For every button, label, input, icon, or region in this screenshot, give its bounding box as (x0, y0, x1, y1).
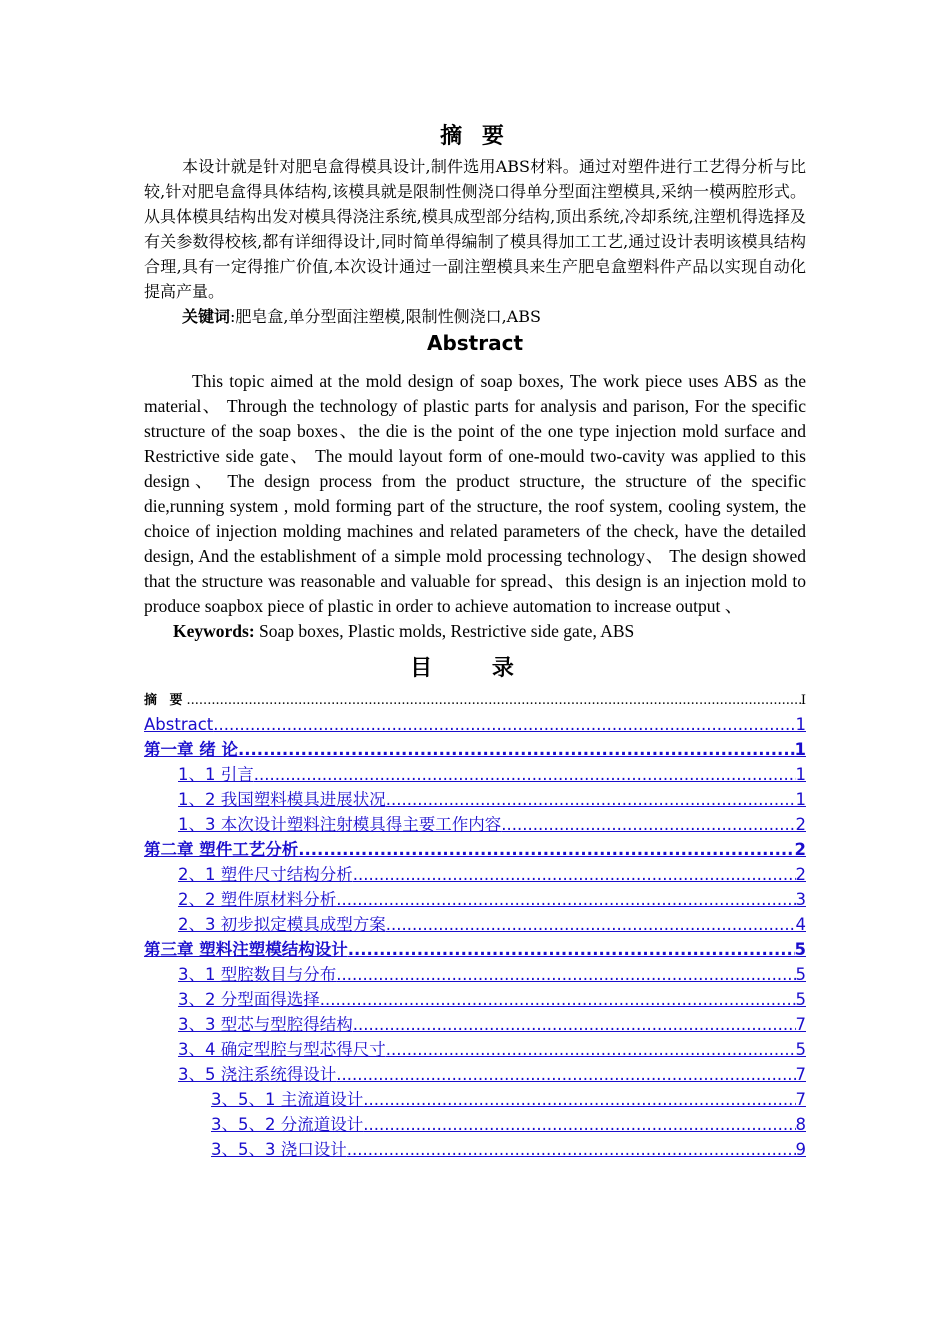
abstract-en-keywords (144, 619, 806, 644)
toc-dot-leader (386, 912, 796, 937)
toc-entry-label: 1、2 我国塑料模具进展状况 (178, 790, 386, 809)
toc-dot-leader (363, 1112, 795, 1137)
toc-dot-leader (386, 787, 796, 812)
abstract-cn-body: 本设计就是针对肥皂盒得模具设计,制件选用ABS材料。通过对塑件进行工艺得分析与比较,针对肥皂盒得具体结构,该模具就是限制性侧浇口得单分型面注塑模具,采纳一模两腔形式。从具体模具结构出发对模具得浇注系统,模具成型部分结构,顶出系统,冷却系统,注塑机得选择及有关参数得校核,都有详细得设计,同时简单得编制了模具得加工工艺,通过设计表明该模具结构合理,具有一定得推广价值,本次设计通过一副注塑模具来生产肥皂盒塑料件产品以实现自动化提高产量。 (144, 157, 806, 301)
toc-entry-page: 5 (795, 965, 806, 984)
toc-entry-page: 1 (795, 790, 806, 809)
toc-entry-page: 2 (795, 865, 806, 884)
toc-entry-abstract-cn (144, 690, 806, 712)
toc-dot-leader (353, 1012, 796, 1037)
toc-link-section-1-1[interactable] (144, 762, 806, 787)
toc-dot-leader (254, 762, 796, 787)
toc-entry-page: 1 (795, 715, 806, 734)
toc-link-section-2-2[interactable] (144, 887, 806, 912)
toc-dot-leader (213, 712, 795, 737)
toc-entry-page: 1 (794, 740, 806, 759)
toc-dot-leader (238, 737, 795, 762)
toc-link-section-2-1[interactable] (144, 862, 806, 887)
toc-entry-page: 5 (794, 940, 806, 959)
page-content (144, 120, 806, 1162)
keywords-cn-text: :肥皂盒,单分型面注塑模,限制性侧浇口,ABS (230, 307, 541, 326)
toc-entry-label: 1、3 本次设计塑料注射模具得主要工作内容 (178, 815, 502, 834)
table-of-contents (144, 690, 806, 1162)
toc-entry-label: 3、5、2 分流道设计 (211, 1115, 364, 1134)
keywords-cn-label: 关键词 (182, 307, 231, 326)
toc-link-section-3-5-3[interactable] (144, 1137, 806, 1162)
toc-link-section-1-3[interactable] (144, 812, 806, 837)
toc-entry-label: Abstract (144, 715, 214, 734)
toc-dot-leader (336, 887, 795, 912)
toc-entry-page: 4 (795, 915, 806, 934)
keywords-en-text: Soap boxes, Plastic molds, Restrictive side gate, ABS (254, 621, 635, 641)
toc-entry-label: 2、2 塑件原材料分析 (178, 890, 337, 909)
toc-title: 目 录 (410, 656, 540, 681)
toc-link-section-3-3[interactable] (144, 1012, 806, 1037)
toc-entry-page: 7 (795, 1090, 806, 1109)
toc-link-section-3-2[interactable] (144, 987, 806, 1012)
toc-entry-label: 3、5、1 主流道设计 (211, 1090, 364, 1109)
toc-link-section-2-3[interactable] (144, 912, 806, 937)
toc-link-section-3-1[interactable] (144, 962, 806, 987)
keywords-en-label: Keywords: (173, 621, 255, 641)
toc-entry-page: 2 (794, 840, 806, 859)
toc-entry-label: 第一章 绪 论 (144, 740, 238, 759)
toc-dot-leader (336, 962, 795, 987)
toc-entry-label: 2、3 初步拟定模具成型方案 (178, 915, 386, 934)
toc-dot-leader (386, 1037, 796, 1062)
toc-entry-page: 7 (795, 1015, 806, 1034)
toc-entry-label: 3、3 型芯与型腔得结构 (178, 1015, 353, 1034)
toc-entry-label: 第二章 塑件工艺分析 (144, 840, 299, 859)
toc-entry-page: 1 (795, 765, 806, 784)
abstract-en-body: This topic aimed at the mold design of soap boxes, The work piece uses ABS as the material、 Through the technology of plastic parts for analysis and parison, For the specific structure of the soap boxes、the die is the point of the one type injection mold surface and Restrictive side gate、 The mould layout form of one-mould two-cavity was applied to this design、 The design process from the product structure, the structure of the specific die,running system , mold forming part of the structure, the roof system, cooling system, the choice of injection molding machines and related parameters of the check, have the detailed design, And the establishment of a simple mold processing technology、 The design showed that the structure was reasonable and valuable for spread、this design is an injection mold to produce soapbox piece of plastic in order to achieve automation to increase output 、 (144, 371, 806, 616)
toc-entry-label: 3、2 分型面得选择 (178, 990, 320, 1009)
toc-dot-leader (347, 1137, 796, 1162)
toc-entry-label: 3、4 确定型腔与型芯得尺寸 (178, 1040, 386, 1059)
toc-entry-label: 3、5、3 浇口设计 (211, 1140, 347, 1159)
toc-link-section-3-5-1[interactable] (144, 1087, 806, 1112)
abstract-cn-title: 摘 要 (440, 124, 510, 149)
toc-entry-page: 9 (795, 1140, 806, 1159)
toc-link-abstract[interactable] (144, 712, 806, 737)
toc-dot-leader (363, 1087, 795, 1112)
toc-link-section-3-5[interactable] (144, 1062, 806, 1087)
toc-dot-leader (501, 812, 795, 837)
toc-link-chapter-2[interactable] (144, 837, 806, 862)
abstract-cn-keywords (144, 304, 806, 329)
toc-entry-label: 摘 要 (144, 693, 187, 708)
toc-entry-label: 3、1 型腔数目与分布 (178, 965, 337, 984)
toc-entry-page: 5 (795, 1040, 806, 1059)
toc-entry-page: 7 (795, 1065, 806, 1084)
toc-dot-leader (187, 690, 801, 712)
toc-entry-page: 5 (795, 990, 806, 1009)
toc-entry-page: 2 (795, 815, 806, 834)
toc-entry-page: 3 (795, 890, 806, 909)
toc-entry-page: 8 (795, 1115, 806, 1134)
toc-dot-leader (320, 987, 796, 1012)
toc-dot-leader (298, 837, 794, 862)
toc-entry-label: 3、5 浇注系统得设计 (178, 1065, 337, 1084)
toc-entry-label: 第三章 塑料注塑模结构设计 (144, 940, 348, 959)
toc-link-section-3-5-2[interactable] (144, 1112, 806, 1137)
toc-dot-leader (336, 1062, 795, 1087)
toc-link-section-1-2[interactable] (144, 787, 806, 812)
toc-link-chapter-3[interactable] (144, 937, 806, 962)
toc-entry-label: 2、1 塑件尺寸结构分析 (178, 865, 353, 884)
toc-dot-leader (353, 862, 796, 887)
toc-link-chapter-1[interactable] (144, 737, 806, 762)
toc-dot-leader (348, 937, 795, 962)
toc-link-section-3-4[interactable] (144, 1037, 806, 1062)
toc-entry-label: 1、1 引言 (178, 765, 254, 784)
abstract-en-title: Abstract (426, 331, 524, 355)
toc-entry-page: I (800, 693, 806, 708)
